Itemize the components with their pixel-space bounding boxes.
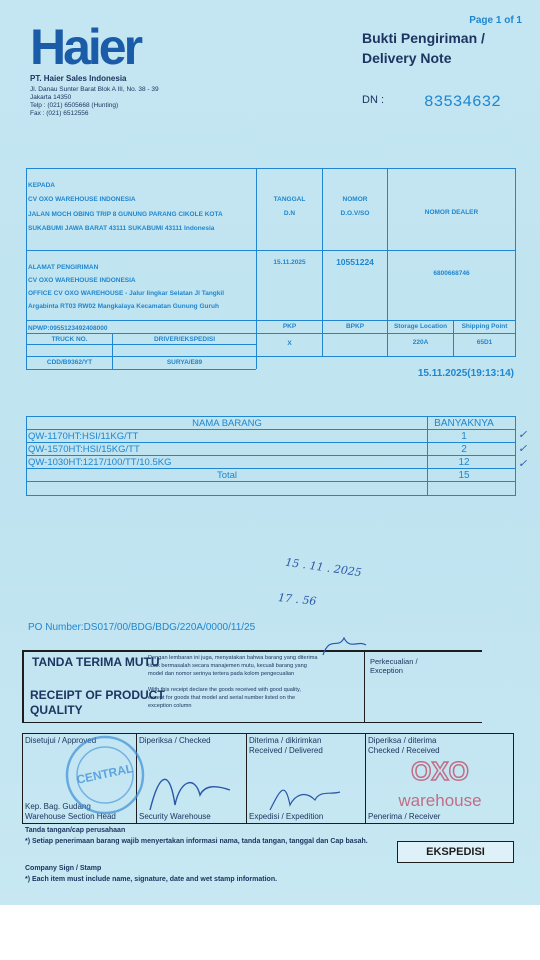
receipt-text: exception column bbox=[148, 703, 192, 709]
central-stamp bbox=[60, 730, 150, 820]
alamat-line: Argabinta RT03 RW02 Mangkalaya Kecamatan Gunung Guruh bbox=[28, 303, 219, 310]
ekspedisi-copy-label: EKSPEDISI bbox=[397, 841, 514, 863]
dn-number: 83534632 bbox=[424, 93, 501, 111]
haier-logo: Haier bbox=[30, 19, 141, 75]
check-mark-icon: ✓ bbox=[518, 428, 528, 441]
shipping-point-label: Shipping Point bbox=[461, 323, 508, 330]
address-line: Telp : (021) 6505668 (Hunting) bbox=[30, 102, 119, 109]
kepada-label: KEPADA bbox=[28, 182, 55, 189]
nomor-dealer-label: NOMOR DEALER bbox=[424, 209, 479, 216]
approver-title-en: Warehouse Section Head bbox=[25, 812, 116, 821]
expedition-title: Expedisi / Expedition bbox=[249, 812, 324, 821]
bpkp-label: BPKP bbox=[345, 323, 365, 330]
po-number: PO Number:DS017/00/BDG/BDG/220A/0000/11/25 bbox=[28, 622, 256, 633]
checked-label: Diperiksa / Checked bbox=[139, 736, 211, 745]
exception-label-line: Exception bbox=[370, 666, 403, 675]
company-sign-note-id: Tanda tangan/cap perusahaan bbox=[25, 827, 126, 834]
goods-row-qty: 1 bbox=[461, 431, 467, 442]
exception-label-line: Perkecualian / bbox=[370, 657, 418, 666]
document-title: Delivery Note bbox=[362, 50, 452, 66]
receipt-requirement-en: *) Each item must include name, signature, date and wet stamp information. bbox=[25, 876, 278, 883]
goods-row-qty: 2 bbox=[461, 444, 467, 455]
approved-label: Disetujui / Approved bbox=[25, 736, 97, 745]
alamat-line: CV OXO WAREHOUSE INDONESIA bbox=[28, 277, 136, 284]
kepada-line: CV OXO WAREHOUSE INDONESIA bbox=[28, 196, 136, 203]
receipt-requirement-id: *) Setiap penerimaan barang wajib menyertakan informasi nama, tanda tangan, tanggal dan Cap basah. bbox=[25, 838, 368, 845]
delivery-date: 15.11.2025 bbox=[273, 259, 306, 266]
driver-value: SURYA/E89 bbox=[166, 359, 203, 366]
alamat-line: OFFICE CV OXO WAREHOUSE - Jalur lingkar Selatan Jl Tangkil bbox=[28, 290, 225, 297]
approval-signature bbox=[320, 630, 370, 660]
exception-label bbox=[370, 657, 418, 675]
truck-value: CDD/B9362/YT bbox=[46, 359, 93, 366]
security-signature bbox=[140, 760, 240, 820]
kepada-line: JALAN MOCH OBING TRIP 8 GUNUNG PARANG CIKOLE KOTA bbox=[28, 211, 223, 218]
company-sign-note-en: Company Sign / Stamp bbox=[25, 865, 102, 872]
goods-row-name: QW-1570HT:HSI/15KG/TT bbox=[28, 444, 140, 455]
security-title: Security Warehouse bbox=[139, 812, 211, 821]
receiver-title: Penerima / Receiver bbox=[368, 812, 441, 821]
stamp-text: OXO bbox=[411, 756, 469, 786]
pkp-value: X bbox=[287, 340, 292, 347]
tanda-text: model dan nomor serinya tertera pada kolom pengecualian bbox=[148, 671, 295, 677]
npwp: NPWP:0955123492408000 bbox=[28, 325, 108, 332]
goods-qty-header: BANYAKNYA bbox=[434, 418, 494, 429]
receipt-text: With this receipt declare the goods received with good quality, bbox=[148, 687, 301, 693]
dn-label: DN : bbox=[362, 94, 384, 106]
pkp-label: PKP bbox=[282, 323, 297, 330]
tanggal-label: TANGGAL bbox=[273, 196, 306, 203]
tanggal-sub-label: D.N bbox=[283, 210, 296, 217]
received-label-en: Checked / Received bbox=[368, 746, 440, 755]
goods-row-qty: 12 bbox=[458, 457, 470, 468]
goods-row-name: QW-1030HT:1217/100/TT/10.5KG bbox=[28, 457, 172, 468]
page-label: Page 1 of 1 bbox=[469, 15, 522, 26]
tanda-terima-mutu-label: TANDA TERIMA MUTU bbox=[32, 655, 160, 669]
company-name: PT. Haier Sales Indonesia bbox=[30, 74, 127, 83]
document-title: Bukti Pengiriman / bbox=[362, 30, 485, 46]
driver-label: DRIVER/EKSPEDISI bbox=[153, 336, 216, 343]
tanda-text: tidak bermasalah secara manajemen mutu, kecuali barang yang bbox=[148, 663, 307, 669]
stamp-text: CENTRAL bbox=[75, 761, 135, 787]
address-line: Fax : (021) 6512556 bbox=[30, 110, 89, 117]
nomor-sub-label: D.O.V/SO bbox=[340, 210, 370, 217]
goods-row-name: QW-1170HT:HSI/11KG/TT bbox=[28, 431, 139, 442]
kepada-line: SUKABUMI JAWA BARAT 43111 SUKABUMI 43111 Indonesia bbox=[28, 225, 215, 232]
do-number: 10551224 bbox=[336, 257, 374, 267]
truck-label: TRUCK NO. bbox=[51, 336, 88, 343]
expedition-signature bbox=[265, 770, 345, 820]
goods-total-label: Total bbox=[216, 470, 238, 481]
approver-title: Kep. Bag. Gudang bbox=[25, 802, 91, 811]
alamat-label: ALAMAT PENGIRIMAN bbox=[28, 264, 99, 271]
shipping-point-value: 65D1 bbox=[476, 339, 493, 346]
delivered-label: Diterima / dikirimkan bbox=[249, 736, 322, 745]
address-line: Jakarta 14350 bbox=[30, 94, 72, 101]
storage-location-label: Storage Location bbox=[393, 323, 448, 330]
nomor-label: NOMOR bbox=[342, 196, 368, 203]
tanda-text: Dengan lembaran ini juga, menyatakan bahwa barang yang diterima bbox=[148, 655, 318, 661]
goods-total-qty: 15 bbox=[458, 470, 470, 481]
receipt-of-product-label: RECEIPT OF PRODUCT bbox=[30, 688, 165, 702]
receipt-text: except for goods that model and serial number listed on the bbox=[148, 695, 296, 701]
delivered-label-en: Received / Delivered bbox=[249, 746, 323, 755]
dealer-number: 6800668746 bbox=[433, 270, 470, 277]
check-mark-icon: ✓ bbox=[518, 442, 528, 455]
received-label: Diperiksa / diterima bbox=[368, 736, 437, 745]
stamp-text: warehouse bbox=[398, 791, 482, 810]
address-line: Jl. Danau Sunter Barat Blok A III, No. 38 - 39 bbox=[30, 86, 159, 93]
oxo-warehouse-stamp bbox=[368, 748, 513, 820]
storage-location-value: 220A bbox=[412, 339, 429, 346]
check-mark-icon: ✓ bbox=[518, 457, 528, 470]
goods-name-header: NAMA BARANG bbox=[192, 418, 262, 429]
handwritten-date: 15 . 11 . 2025 bbox=[284, 555, 363, 580]
handwritten-time: 17 . 56 bbox=[277, 591, 318, 608]
print-timestamp: 15.11.2025(19:13:14) bbox=[417, 368, 514, 379]
receipt-quality-label: QUALITY bbox=[30, 703, 83, 717]
